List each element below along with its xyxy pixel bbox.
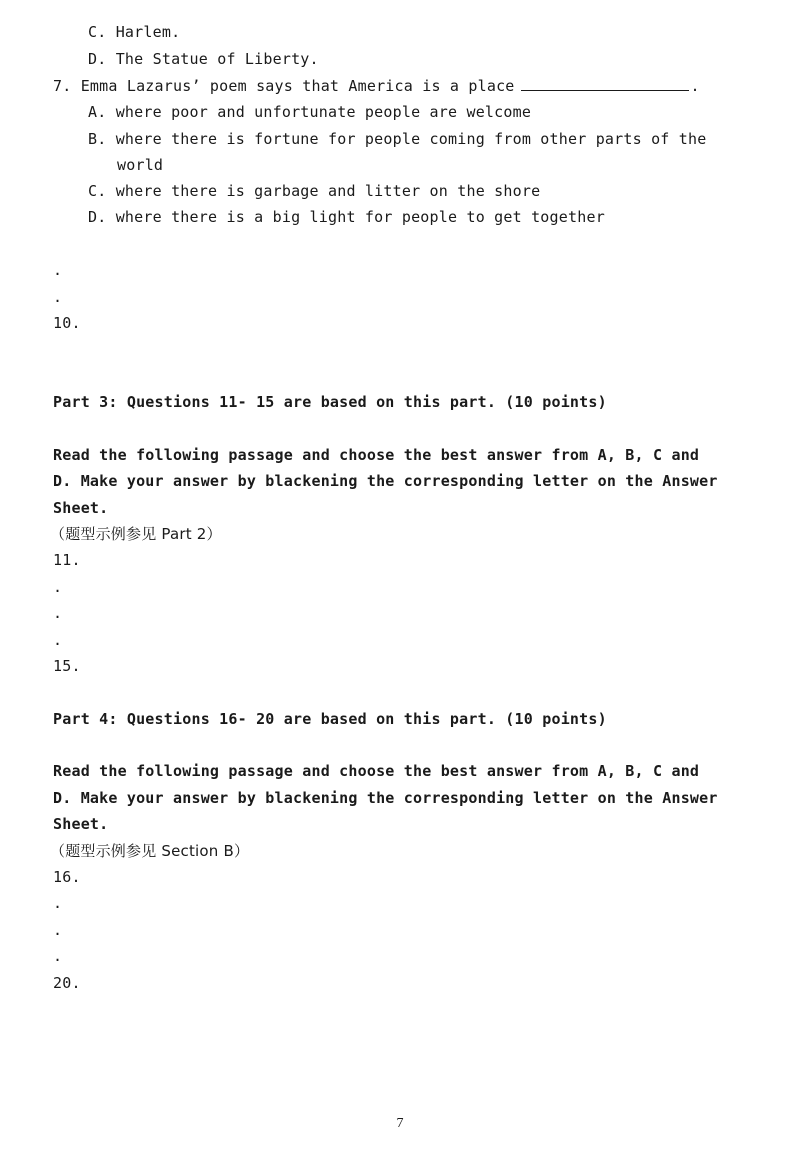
question-number-15: 15. [53,657,81,675]
part3-heading: Part 3: Questions 11- 15 are based on this part. (10 points) [53,393,607,411]
question-number-10: 10. [53,314,81,332]
question-number-20: 20. [53,974,81,992]
q7-option-a: A. where poor and unfortunate people are welcome [88,103,532,121]
part4-instruction-line1: Read the following passage and choose the best answer from A, B, C and [53,762,700,780]
part4-heading: Part 4: Questions 16- 20 are based on this part. (10 points) [53,710,607,728]
question-number-16: 16. [53,868,81,886]
part4-instruction-line3: Sheet. [53,815,109,833]
q7-stem-end: . [690,77,700,95]
part3-instruction-line1: Read the following passage and choose the best answer from A, B, C and [53,446,700,464]
part3-instruction-line3: Sheet. [53,499,109,517]
ellipsis-dot: . [53,578,63,596]
ellipsis-dot: . [53,894,63,912]
part4-instruction-line2: D. Make your answer by blackening the corresponding letter on the Answer [53,789,718,807]
ellipsis-dot: . [53,604,63,622]
part4-example-note: （题型示例参见 Section B） [50,842,250,860]
q7-option-d: D. where there is a big light for people to get together [88,208,605,226]
q7-answer-blank [521,76,689,91]
q7-option-b-line1: B. where there is fortune for people coming from other parts of the [88,130,707,148]
q7-option-b-line2: world [117,156,164,174]
part3-instruction-line2: D. Make your answer by blackening the corresponding letter on the Answer [53,472,718,490]
q6-option-d: D. The Statue of Liberty. [88,50,319,68]
q7-stem-text: 7. Emma Lazarus’ poem says that America is a place [53,77,515,95]
ellipsis-dot: . [53,921,63,939]
ellipsis-dot: . [53,288,63,306]
page-number: 7 [396,1116,404,1131]
ellipsis-dot: . [53,631,63,649]
q7-option-c: C. where there is garbage and litter on the shore [88,182,541,200]
ellipsis-dot: . [53,947,63,965]
q6-option-c: C. Harlem. [88,23,181,41]
part3-example-note: （题型示例参见 Part 2） [50,525,222,543]
question-number-11: 11. [53,551,81,569]
q7-stem [53,76,700,96]
ellipsis-dot: . [53,261,63,279]
